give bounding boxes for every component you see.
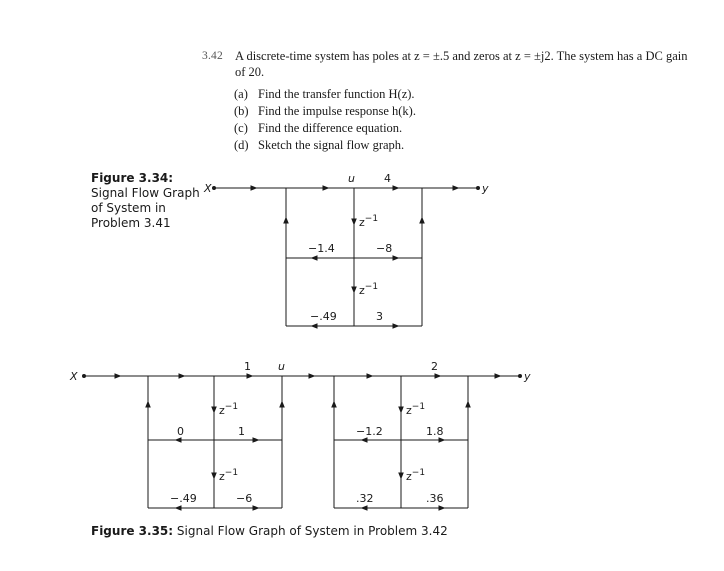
fig35-r-feedforward-2: .36 [426, 492, 444, 505]
part-d-letter: (d) [234, 138, 249, 152]
part-d-text: Sketch the signal flow graph. [258, 138, 405, 152]
node-input-34 [212, 186, 216, 190]
fig34-state-label: u [348, 172, 355, 185]
fig35-r-delay-1-z: z [406, 404, 412, 417]
fig34-feedback-1: −1.4 [308, 242, 335, 255]
fig35-l-delay-2 [219, 468, 238, 483]
node-input-35 [82, 374, 86, 378]
fig35-input-label: X [70, 370, 78, 383]
part-b-text: Find the impulse response h(k). [258, 104, 416, 118]
fig35-l-feedback-2: −.49 [170, 492, 197, 505]
fig35-l-feedforward-1: 1 [238, 425, 245, 438]
fig35-r-gain: 2 [431, 360, 438, 373]
fig34-delay-2-exp: −1 [364, 282, 379, 292]
figure-3-34-caption-text: Signal Flow Graph of System in Problem 3.41 [91, 186, 200, 230]
fig35-l-delay-1-exp: −1 [224, 402, 239, 412]
problem-statement: A discrete-time system has poles at z = ±.5 and zeros at z = ±j2. The system has a DC gain of 20. [235, 49, 688, 79]
fig35-r-delay-2-exp: −1 [411, 468, 426, 478]
fig34-delay-2 [359, 282, 378, 297]
figure-3-34-label: Figure 3.34: [91, 171, 174, 185]
fig35-l-delay-1-z: z [219, 404, 225, 417]
part-c-text: Find the difference equation. [258, 121, 403, 135]
fig35-r-feedback-1: −1.2 [356, 425, 383, 438]
fig35-r-feedforward-1: 1.8 [426, 425, 444, 438]
part-c-letter: (c) [234, 121, 248, 135]
part-a-letter: (a) [234, 87, 248, 101]
node-output-34 [476, 186, 480, 190]
part-a-text: Find the transfer function H(z). [258, 87, 415, 101]
fig34-delay-2-z: z [359, 284, 365, 297]
figure-3-34-graph [214, 188, 478, 326]
fig35-l-delay-1 [219, 402, 238, 417]
fig34-delay-1-exp: −1 [364, 214, 379, 224]
figure-3-35-graph [84, 376, 520, 508]
fig35-output-label: y [524, 370, 531, 383]
fig35-l-feedforward-2: −6 [236, 492, 253, 505]
fig35-r-delay-1 [406, 402, 425, 417]
fig34-delay-1 [359, 214, 378, 229]
fig34-gain-4: 4 [384, 172, 391, 185]
fig34-feedforward-1: −8 [376, 242, 393, 255]
fig35-state-label: u [278, 360, 285, 373]
fig34-output-label: y [482, 182, 489, 195]
fig35-l-delay-2-z: z [219, 470, 225, 483]
figure-3-35-caption-text: Signal Flow Graph of System in Problem 3.42 [176, 524, 448, 538]
fig34-delay-1-z: z [359, 216, 365, 229]
fig34-feedforward-2: 3 [376, 310, 383, 323]
fig35-r-delay-2-z: z [406, 470, 412, 483]
fig35-r-delay-1-exp: −1 [411, 402, 426, 412]
figure-3-35-label: Figure 3.35: [91, 524, 174, 538]
problem-number: 3.42 [202, 50, 223, 62]
fig34-input-label: X [204, 182, 212, 195]
fig35-r-feedback-2: .32 [356, 492, 374, 505]
fig35-r-delay-2 [406, 468, 425, 483]
fig35-l-feedback-1: 0 [177, 425, 184, 438]
node-output-35 [518, 374, 522, 378]
fig34-feedback-2: −.49 [310, 310, 337, 323]
fig35-l-gain: 1 [244, 360, 251, 373]
part-b-letter: (b) [234, 104, 249, 118]
fig35-l-delay-2-exp: −1 [224, 468, 239, 478]
